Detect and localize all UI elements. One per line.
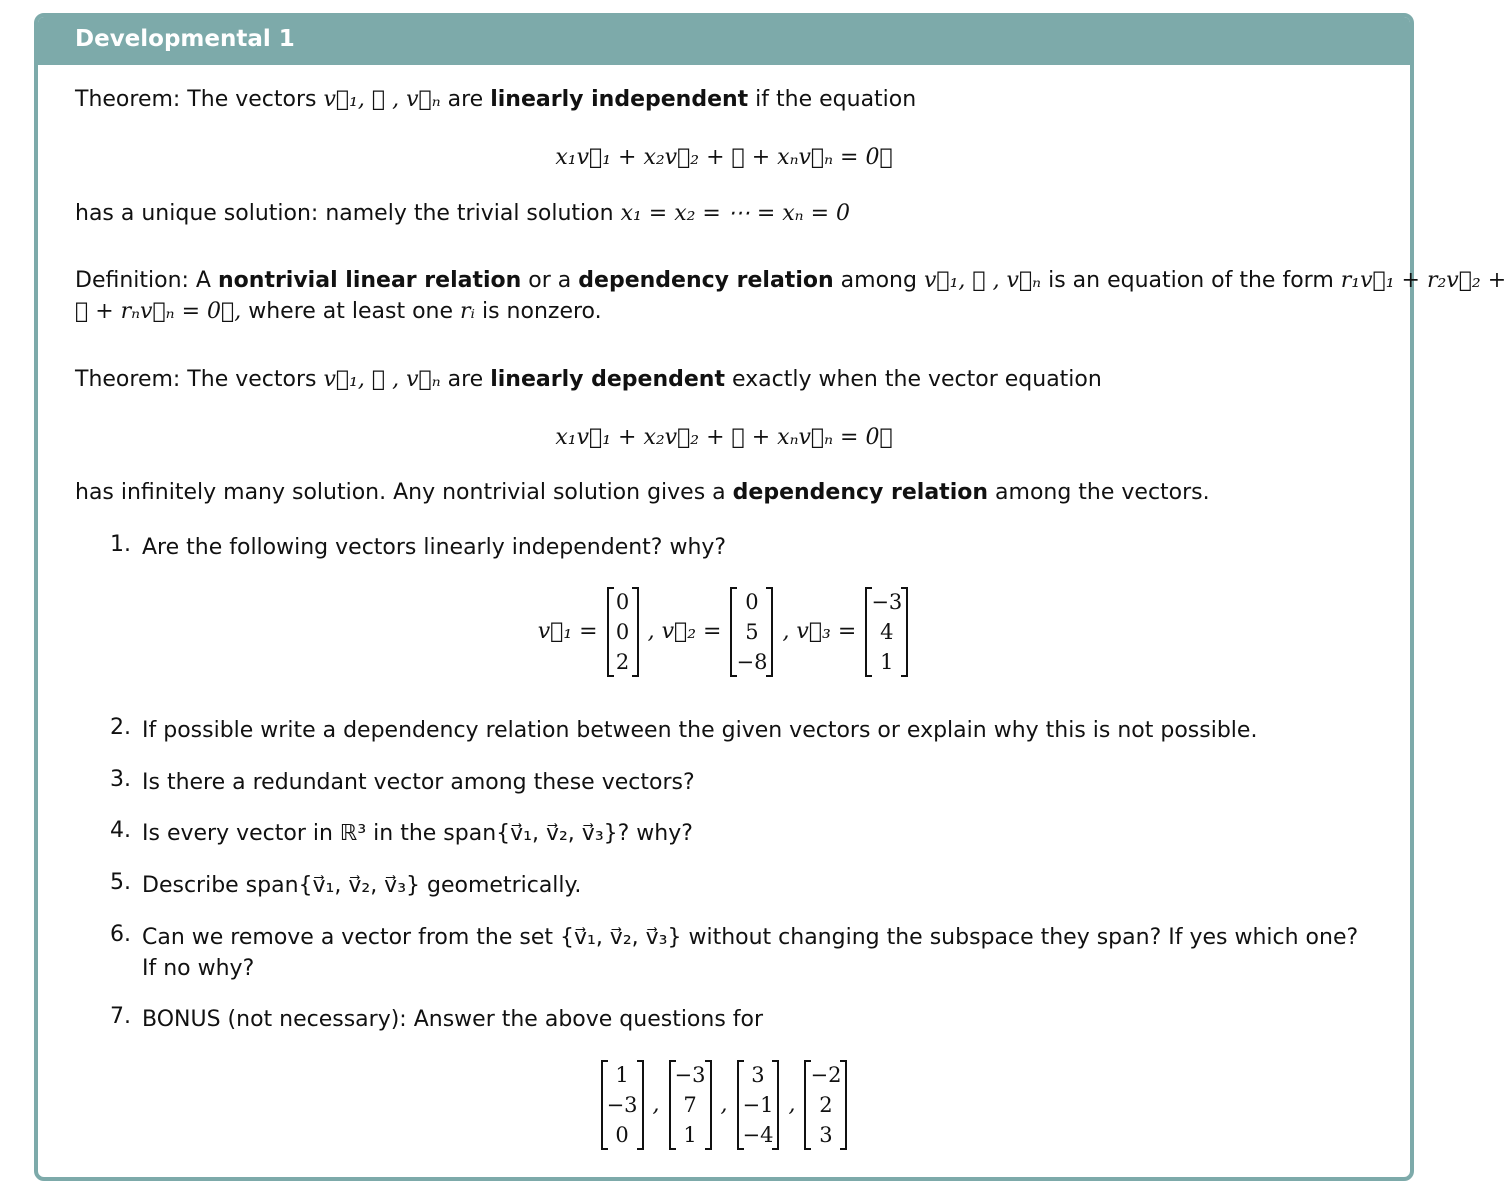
theorem2-after-prefix: has infinitely many solution. Any nontrivial solution gives a [75,480,726,505]
theorem-independent [75,87,916,112]
question-text: Describe span{v⃗₁, v⃗₂, v⃗₃} geometrically. [142,873,582,898]
theorem1-after-prefix: has a unique solution: namely the trivial solution [75,201,614,226]
definition-prefix: Definition: A [75,268,211,293]
theorem2-prefix: Theorem: The vectors [75,367,317,392]
theorem2-vectors: v⃗₁, ⋯ , v⃗ₙ [323,367,441,392]
question-text: Can we remove a vector from the set {v⃗₁, v⃗₂, v⃗₃} without changing the subspace they span? If yes which one? If no why? [142,925,1359,981]
definition-ri: rᵢ [460,299,475,324]
matrix-cell: 0 [615,590,630,614]
matrix-cell: −3 [606,1093,638,1117]
definition-is-eq: is an equation of the form [1048,268,1334,293]
question-number: 5. [110,870,131,895]
definition-form1: r₁v⃗₁ + r₂v⃗₂ + [1340,268,1506,293]
definition-among: among [840,268,917,293]
v2-label: , v⃗₂ = [647,619,722,644]
question-number: 3. [110,767,131,792]
matrix-cell: 0 [615,1123,629,1147]
bonus-matrix-1 [601,1060,644,1150]
separator: , [652,1092,660,1117]
question-number: 7. [110,1004,131,1029]
question-number: 6. [110,922,131,947]
theorem1-prefix: Theorem: The vectors [75,87,317,112]
theorem1-mid: are [447,87,484,112]
theorem2-bold: linearly dependent [490,367,725,392]
v3-label: , v⃗₃ = [782,619,857,644]
matrix-cell: 1 [880,650,894,674]
definition-line2 [75,299,602,324]
matrix-cell: 5 [745,620,759,644]
question-text: If possible write a dependency relation between the given vectors or explain why this is not possible. [142,718,1258,743]
definition-or: or a [528,268,572,293]
separator: , [788,1092,796,1117]
matrix-cell: 4 [880,620,894,644]
theorem2-conclusion [75,480,1210,505]
theorem1-after-math: x₁ = x₂ = ⋯ = xₙ = 0 [620,201,851,226]
bonus-matrix-3 [737,1060,780,1150]
definition-bold1: nontrivial linear relation [218,268,522,293]
matrix-cell: −8 [736,650,768,674]
matrix-cell: 3 [751,1063,765,1087]
theorem2-equation: x₁v⃗₁ + x₂v⃗₂ + ⋯ + xₙv⃗ₙ = 0⃗ [555,425,893,450]
question-text: Is every vector in ℝ³ in the span{v⃗₁, v⃗₂, v⃗₃}? why? [142,821,693,846]
question-number: 1. [110,532,131,557]
v3-matrix [865,587,908,677]
v2-matrix [730,587,773,677]
definition-nonzero: is nonzero. [481,299,602,324]
theorem2-mid: are [447,367,484,392]
definition-form2: ⋯ + rₙv⃗ₙ = 0⃗, [75,299,242,324]
matrix-cell: 2 [615,650,630,674]
definition-vectors: v⃗₁, ⋯ , v⃗ₙ [923,268,1042,293]
theorem1-suffix: if the equation [755,87,917,112]
question-number: 4. [110,818,131,843]
question-number: 2. [110,715,131,740]
matrix-cell: −3 [674,1063,706,1087]
definition-where: where at least one [248,299,454,324]
v1-label: v⃗₁ = [537,619,598,644]
theorem2-after-bold: dependency relation [732,480,989,505]
matrix-cell: 2 [819,1093,833,1117]
card-title: Developmental 1 [38,17,1410,65]
theorem-dependent [75,367,1102,392]
theorem1-conclusion [75,201,850,226]
bonus-matrix-2 [669,1060,712,1150]
theorem2-suffix: exactly when the vector equation [731,367,1102,392]
theorem1-equation: x₁v⃗₁ + x₂v⃗₂ + ⋯ + xₙv⃗ₙ = 0⃗ [555,145,893,170]
definition-bold2: dependency relation [578,268,834,293]
matrix-cell: 1 [683,1123,697,1147]
bonus-matrix-4 [804,1060,847,1150]
q1-vector-display [38,587,1410,677]
v1-matrix [607,587,639,677]
theorem1-vectors: v⃗₁, ⋯ , v⃗ₙ [323,87,441,112]
matrix-cell: 0 [615,620,630,644]
theorem2-after-suffix: among the vectors. [995,480,1210,505]
matrix-cell: 1 [615,1063,629,1087]
question-text: Is there a redundant vector among these vectors? [142,770,695,795]
theorem1-bold: linearly independent [490,87,749,112]
matrix-cell: 7 [683,1093,697,1117]
matrix-cell: −3 [871,590,903,614]
matrix-cell: −2 [810,1063,842,1087]
question-text: Are the following vectors linearly independent? why? [142,535,727,560]
bonus-vector-display [38,1060,1410,1150]
matrix-cell: 3 [819,1123,833,1147]
matrix-cell: −4 [742,1123,774,1147]
separator: , [720,1092,728,1117]
question-text: BONUS (not necessary): Answer the above questions for [142,1007,764,1032]
matrix-cell: 0 [745,590,759,614]
definition-line1 [75,268,1506,293]
matrix-cell: −1 [742,1093,774,1117]
developmental-card [34,13,1506,1181]
